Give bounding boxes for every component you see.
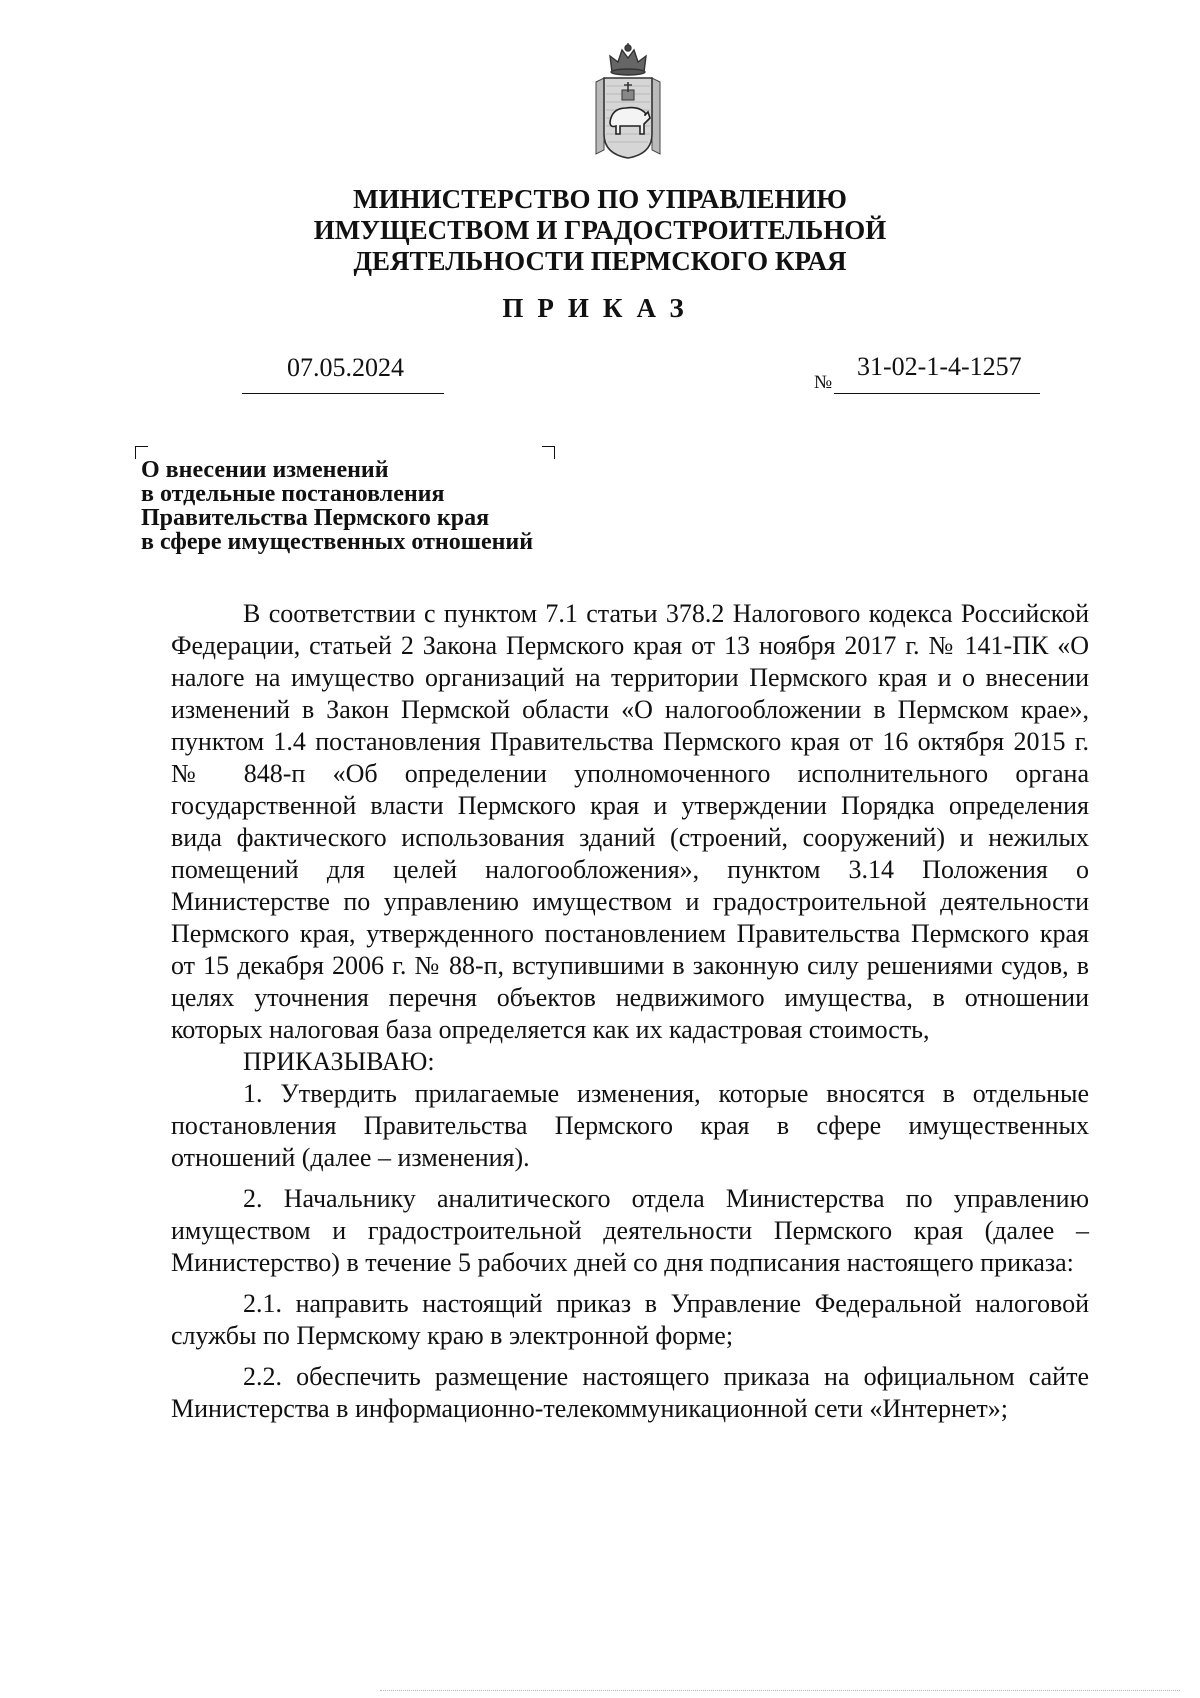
ministry-name-line-2: ИМУЩЕСТВОМ И ГРАДОСТРОИТЕЛЬНОЙ xyxy=(313,215,887,245)
item-2-paragraph: 2. Начальнику аналитического отдела Министерства по управлению имуществом и градостроительной деятельности Пермского края (далее – Министерство) в течение 5 рабочих дней со дня подписания настоящего приказа: xyxy=(171,1184,1089,1277)
document-type-title: ПРИКАЗ xyxy=(502,293,698,323)
ministry-name xyxy=(0,184,1200,277)
order-subject xyxy=(141,458,661,554)
order-number: 31-02-1-4-1257 xyxy=(857,352,1022,381)
order-directive: ПРИКАЗЫВАЮ: xyxy=(243,1047,435,1076)
perm-krai-coat-of-arms-icon xyxy=(590,42,666,160)
item-2-2-paragraph: 2.2. обеспечить размещение настоящего приказа на официальном сайте Министерства в информационно-телекоммуникационной сети «Интернет»; xyxy=(171,1362,1089,1423)
ministry-name-line-3: ДЕЯТЕЛЬНОСТИ ПЕРМСКОГО КРАЯ xyxy=(353,246,847,276)
subject-line-1: О внесении изменений xyxy=(141,457,389,483)
subject-line-2: в отдельные постановления xyxy=(141,481,445,507)
subject-line-4: в сфере имущественных отношений xyxy=(141,529,534,555)
date-underline xyxy=(242,393,444,394)
number-sign: № xyxy=(814,372,833,393)
subject-line-3: Правительства Пермского края xyxy=(141,505,490,531)
number-underline xyxy=(834,393,1040,394)
ministry-name-line-1: МИНИСТЕРСТВО ПО УПРАВЛЕНИЮ xyxy=(353,184,847,214)
scan-artifact-line xyxy=(380,1690,1180,1691)
preamble-paragraph: В соответствии с пунктом 7.1 статьи 378.2 Налогового кодекса Российской Федерации, статьей 2 Закона Пермского края от 13 ноября 2017 г. № 141-ПК «О налоге на имущество организаций на территории Пермского края и о внесении изменений в Закон Пермской области «О налогообложении в Пермском крае», пунктом 1.4 постановления Правительства Пермского края от 16 октября 2015 г. № 848-п «Об определении уполномоченного исполнительного органа государственной власти Пермского края и утверждении Порядка определения вида фактического использования зданий (строений, сооружений) и нежилых помещений для целей налогообложения», пунктом 3.14 Положения о Министерстве по управлению имуществом и градостроительной деятельности Пермского края, утвержденного постановлением Правительства Пермского края от 15 декабря 2006 г. № 88-п, вступившими в законную силу решениями судов, в целях уточнения перечня объектов недвижимого имущества, в отношении которых налоговая база определяется как их кадастровая стоимость, xyxy=(171,599,1089,1044)
order-body xyxy=(171,598,1089,1425)
item-1-paragraph: 1. Утвердить прилагаемые изменения, которые вносятся в отдельные постановления Правительства Пермского края в сфере имущественных отношений (далее – изменения). xyxy=(171,1079,1089,1172)
order-date: 07.05.2024 xyxy=(287,353,404,382)
item-2-1-paragraph: 2.1. направить настоящий приказ в Управление Федеральной налоговой службы по Пермскому краю в электронной форме; xyxy=(171,1289,1089,1350)
